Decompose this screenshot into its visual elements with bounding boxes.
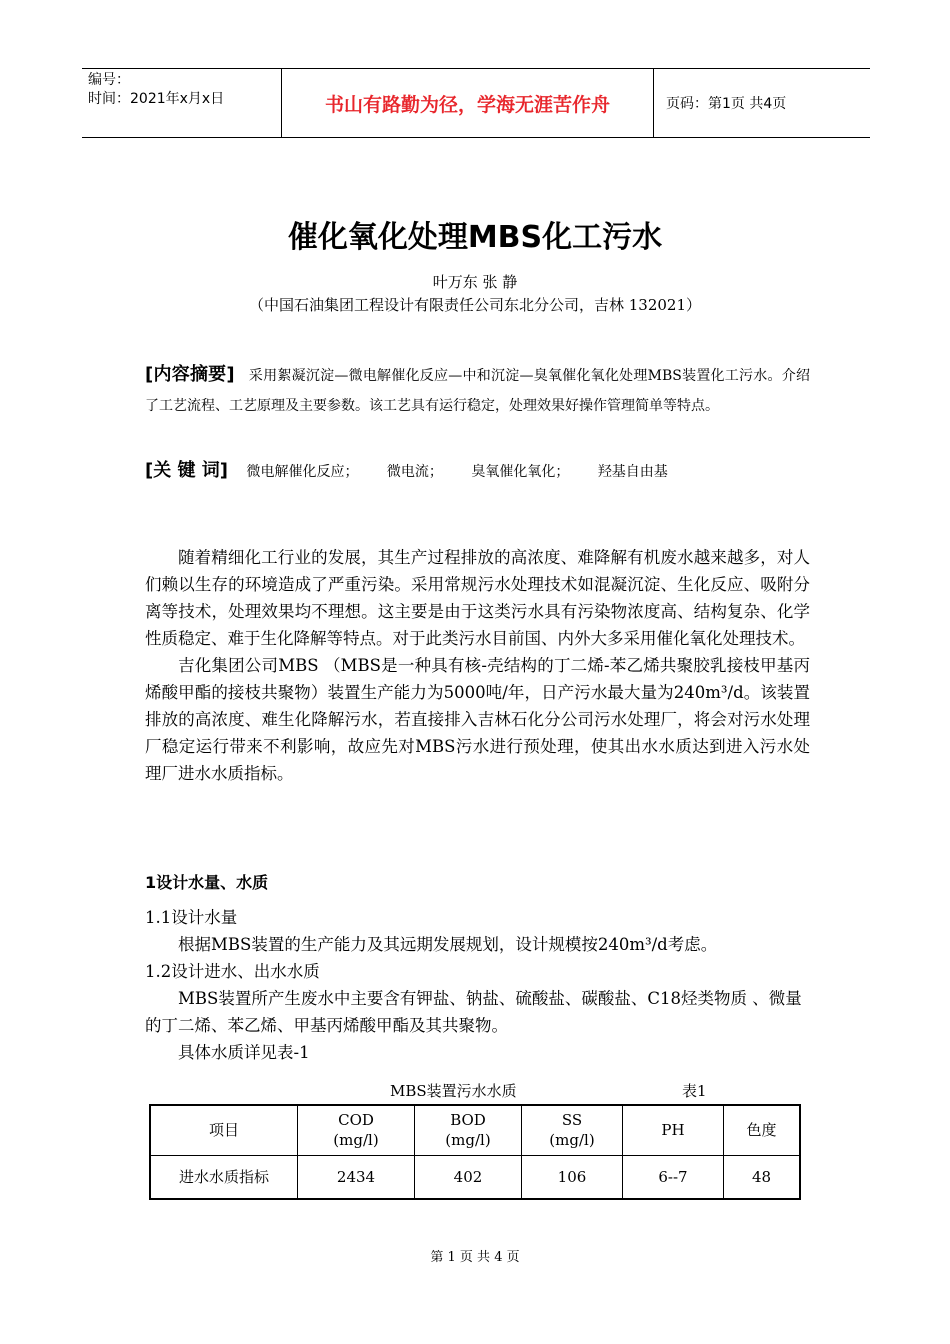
keyword-item: 微电流； xyxy=(386,464,443,480)
table-header-cell: PH xyxy=(623,1105,724,1155)
table-cell: 6--7 xyxy=(623,1155,724,1199)
table-cell: 进水水质指标 xyxy=(150,1155,298,1199)
abstract-text: 采用絮凝沉淀—微电解催化反应—中和沉淀—臭氧催化氧化处理MBS装置化工污水。介绍了工艺流程、工艺原理及主要参数。该工艺具有运行稳定，处理效果好操作管理简单等特点。 xyxy=(145,368,810,414)
page-header xyxy=(82,68,870,138)
table-row xyxy=(150,1155,800,1199)
table-header-cell: BOD (mg/l) xyxy=(415,1105,522,1155)
page-footer: 第 1 页 共 4 页 xyxy=(430,1250,520,1265)
keyword-item: 臭氧催化氧化； xyxy=(471,464,570,480)
subsection-text: 根据MBS装置的生产能力及其远期发展规划，设计规模按240m³/d考虑。 xyxy=(178,935,718,954)
subsection-heading: 1.2设计进水、出水水质 xyxy=(145,962,320,981)
article-affiliation: （中国石油集团工程设计有限责任公司东北分公司，吉林 132021） xyxy=(248,296,702,314)
keyword-item: 羟基自由基 xyxy=(597,464,668,480)
keywords-label: [关 键 词] xyxy=(145,460,228,481)
table-cell: 106 xyxy=(522,1155,623,1199)
header-page-info: 页码：第1页 共4页 xyxy=(666,96,787,112)
table-number: 表1 xyxy=(682,1082,707,1100)
table-cell: 2434 xyxy=(298,1155,415,1199)
table-header-row xyxy=(150,1105,800,1155)
subsection-text: MBS装置所产生废水中主要含有钾盐、钠盐、硫酸盐、碳酸盐、C18烃类物质 、微量的丁二烯、苯乙烯、甲基丙烯酸甲酯及其共聚物。 xyxy=(145,989,802,1035)
header-meta xyxy=(82,69,282,137)
article-authors: 叶万东 张 静 xyxy=(432,273,518,291)
header-number: 编号： xyxy=(88,72,130,88)
water-quality-table xyxy=(149,1104,801,1200)
header-time: 时间：2021年x月x日 xyxy=(88,91,225,107)
abstract-label: [内容摘要] xyxy=(145,364,235,385)
section-heading: 1设计水量、水质 xyxy=(145,873,269,892)
abstract xyxy=(145,360,810,421)
table-cell: 48 xyxy=(724,1155,801,1199)
intro-paragraph-2: 吉化集团公司MBS （MBS是一种具有核-壳结构的丁二烯-苯乙烯共聚胶乳接枝甲基丙烯酸甲酯的接枝共聚物）装置生产能力为5000吨/年，日产污水最大量为240m³/d。该装置排放的高浓度、难生化降解污水，若直接排入吉林石化分公司污水处理厂，将会对污水处理厂稳定运行带来不利影响，故应先对MBS污水进行预处理，使其出水水质达到进入污水处理厂进水水质指标。 xyxy=(145,656,810,783)
table-header-cell: 色度 xyxy=(724,1105,801,1155)
table-cell: 402 xyxy=(415,1155,522,1199)
section-1-1 xyxy=(145,904,810,1066)
table-reference: 具体水质详见表-1 xyxy=(178,1043,310,1062)
keywords xyxy=(145,456,810,482)
subsection-heading: 1.1设计水量 xyxy=(145,908,238,927)
intro-paragraph-1: 随着精细化工行业的发展，其生产过程排放的高浓度、难降解有机废水越来越多，对人们赖以生存的环境造成了严重污染。采用常规污水处理技术如混凝沉淀、生化反应、吸附分离等技术，处理效果均不理想。这主要是由于这类污水具有污染物浓度高、结构复杂、化学性质稳定、难于生化降解等特点。对于此类污水目前国、内外大多采用催化氧化处理技术。 xyxy=(145,548,810,648)
header-slogan: 书山有路勤为径，学海无涯苦作舟 xyxy=(282,69,654,137)
intro-body xyxy=(145,544,810,787)
keyword-item: 微电解催化反应； xyxy=(246,464,359,480)
table-header-cell: COD (mg/l) xyxy=(298,1105,415,1155)
table-header-cell: 项目 xyxy=(150,1105,298,1155)
table-header-cell: SS (mg/l) xyxy=(522,1105,623,1155)
table-caption: MBS装置污水水质 xyxy=(390,1082,517,1100)
article-title: 催化氧化处理MBS化工污水 xyxy=(287,220,663,255)
